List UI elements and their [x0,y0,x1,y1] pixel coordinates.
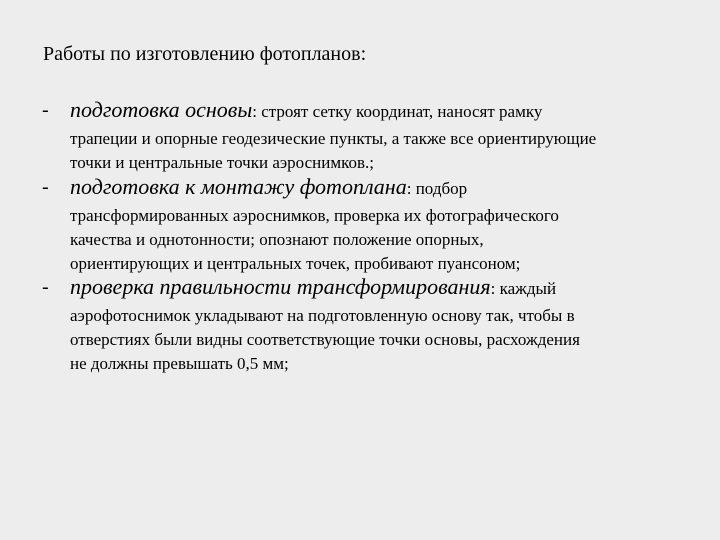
description-line: трансформированных аэроснимков, проверка их фотографического [70,206,559,225]
description-line: ориентирующих и центральных точек, пробивают пуансоном; [70,254,521,273]
item-term: проверка правильности трансформирования [70,274,491,299]
description-line: аэрофотоснимок укладывают на подготовленную основу так, чтобы в [70,306,575,325]
item-first-line [70,97,542,126]
description-line: не должны превышать 0,5 мм; [70,354,289,373]
item-description [70,204,700,276]
item-description [70,127,700,175]
item-term: подготовка основы [70,97,253,122]
item-term: подготовка к монтажу фотоплана [70,174,407,199]
item-first-line [70,274,556,303]
item-lead-text: : строят сетку координат, наносят рамку [252,102,543,121]
item-description [70,304,700,376]
item-first-line [70,174,467,203]
bullet-dash: - [42,99,49,121]
item-lead-text: : подбор [406,179,468,198]
description-line: трапеции и опорные геодезические пункты, а также все ориентирующие [70,129,597,148]
slide-heading: Работы по изготовлению фотопланов: [43,43,367,65]
bullet-dash: - [42,176,49,198]
description-line: отверстиях были видны соответствующие точки основы, расхождения [70,330,580,349]
description-line: качества и однотонности; опознают положение опорных, [70,230,484,249]
description-line: точки и центральные точки аэроснимков.; [70,153,374,172]
item-lead-text: : каждый [490,279,557,298]
bullet-dash: - [42,276,49,298]
